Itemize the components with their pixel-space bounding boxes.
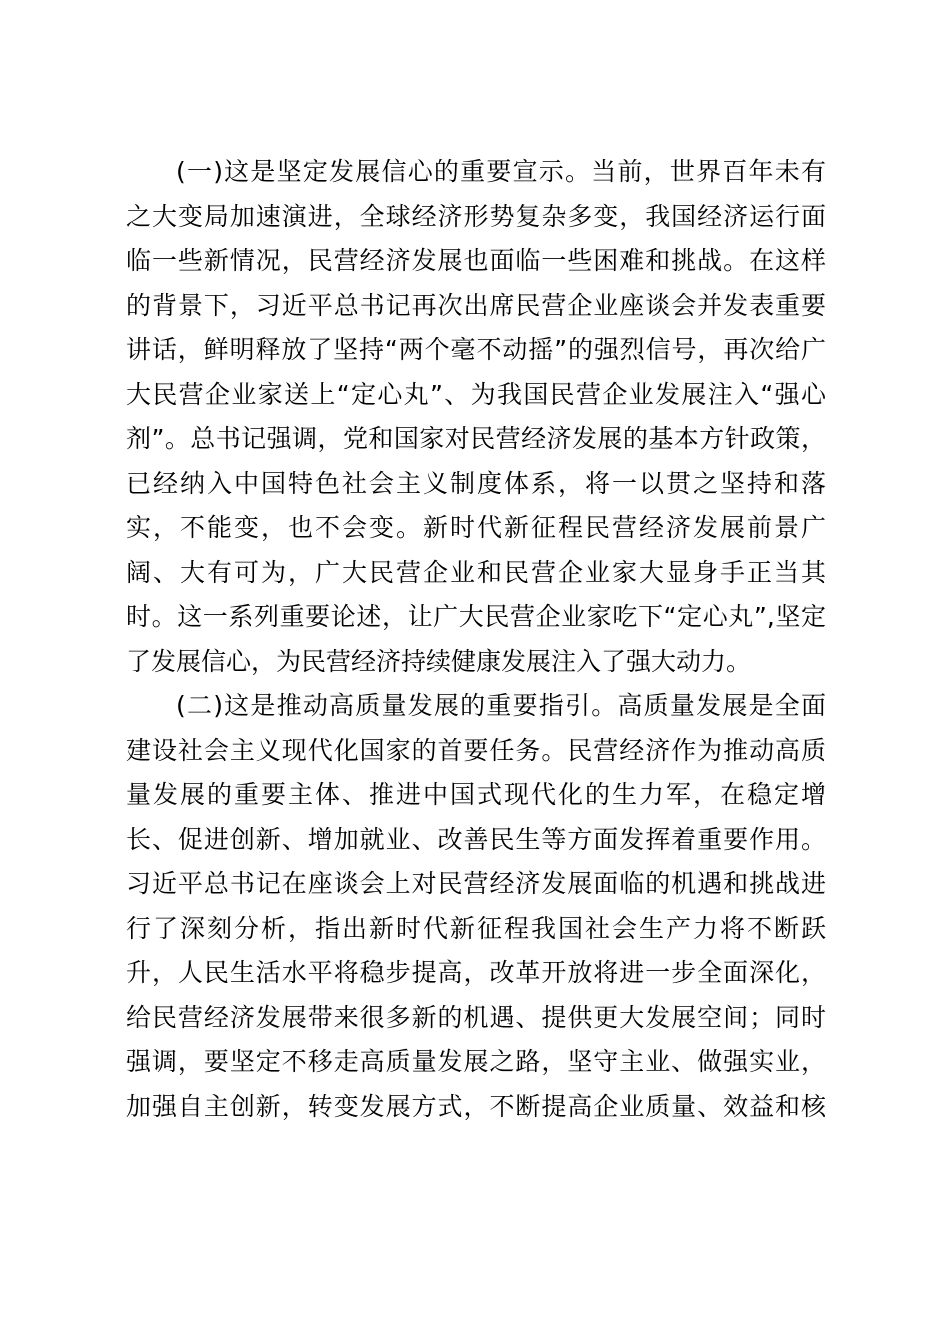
paragraph-line: 建设社会主义现代化国家的首要任务。民营经济作为推动高质 xyxy=(126,735,826,765)
paragraph-line: 习近平总书记在座谈会上对民营经济发展面临的机遇和挑战进 xyxy=(126,869,826,898)
paragraph-line: 剂”。总书记强调，党和国家对民营经济发展的基本方针政策， xyxy=(126,424,826,453)
paragraph-line: 量发展的重要主体、推进中国式现代化的生力军，在稳定增 xyxy=(126,780,826,809)
paragraph-2 xyxy=(126,684,826,1129)
paragraph-line: 已经纳入中国特色社会主义制度体系，将一以贯之坚持和落 xyxy=(126,468,826,498)
paragraph-line: 阔、大有可为，广大民营企业和民营企业家大显身手正当其 xyxy=(126,557,826,587)
paragraph-line: 讲话，鲜明释放了坚持“两个毫不动摇”的强烈信号，再次给广 xyxy=(126,335,826,364)
paragraph-line: 强调，要坚定不移走高质量发展之路，坚守主业、做强实业， xyxy=(126,1047,826,1076)
paragraph-line: 实，不能变，也不会变。新时代新征程民营经济发展前景广 xyxy=(126,513,826,542)
paragraph-line: 临一些新情况，民营经济发展也面临一些困难和挑战。在这样 xyxy=(126,246,826,275)
paragraph-line: 加强自主创新，转变发展方式，不断提高企业质量、效益和核 xyxy=(126,1091,826,1121)
paragraph-line: 大民营企业家送上“定心丸”、为我国民营企业发展注入“强心 xyxy=(126,379,826,409)
paragraph-line: (一)这是坚定发展信心的重要宣示。当前，世界百年未有 xyxy=(176,157,826,186)
paragraph-line: (二)这是推动高质量发展的重要指引。高质量发展是全面 xyxy=(176,691,826,720)
paragraph-line: 了发展信心，为民营经济持续健康发展注入了强大动力。 xyxy=(126,646,752,676)
paragraph-line: 长、促进创新、增加就业、改善民生等方面发挥着重要作用。 xyxy=(126,824,826,854)
paragraph-line: 升，人民生活水平将稳步提高，改革开放将进一步全面深化， xyxy=(126,958,826,987)
paragraph-line: 给民营经济发展带来很多新的机遇、提供更大发展空间；同时 xyxy=(126,1002,826,1032)
paragraph-1 xyxy=(126,150,826,684)
paragraph-line: 时。这一系列重要论述，让广大民营企业家吃下“定心丸”,坚定 xyxy=(126,602,826,631)
paragraph-line: 行了深刻分析，指出新时代新征程我国社会生产力将不断跃 xyxy=(126,913,826,943)
paragraph-line: 之大变局加速演进，全球经济形势复杂多变，我国经济运行面 xyxy=(126,201,826,231)
paragraph-line: 的背景下，习近平总书记再次出席民营企业座谈会并发表重要 xyxy=(126,290,826,320)
